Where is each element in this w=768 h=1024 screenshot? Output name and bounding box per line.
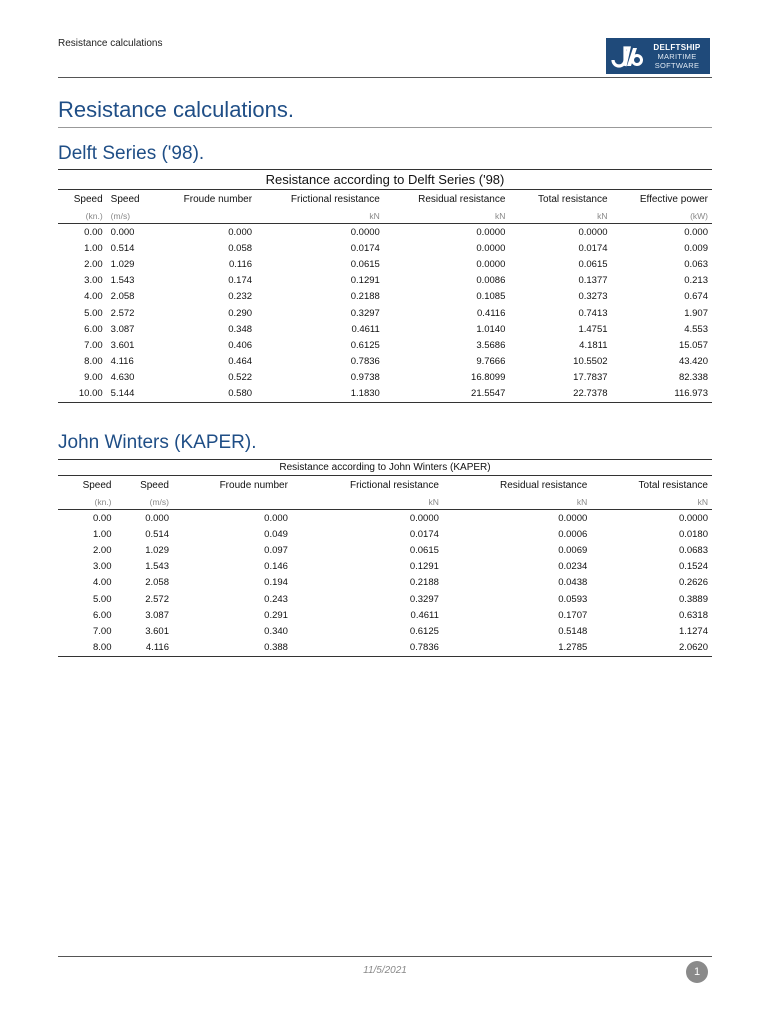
table-cell: 21.5547	[384, 386, 510, 403]
logo-text: DELFTSHIP MARITIME SOFTWARE	[653, 42, 701, 70]
table-cell: 16.8099	[471, 372, 506, 384]
table-cell: 4.630	[110, 372, 135, 384]
john-winters-heading: John Winters (KAPER).	[58, 432, 257, 453]
table-row	[58, 640, 712, 657]
table-cell: 0.7413	[578, 307, 608, 319]
table-row	[58, 321, 712, 337]
table-cell: 8.00	[84, 356, 103, 368]
table-cell: 0.406	[228, 339, 253, 351]
table-cell: 1.0140	[476, 323, 506, 335]
table-row	[58, 542, 712, 558]
table-cell: 17.7837	[573, 372, 608, 384]
table-cell: 43.420	[678, 356, 708, 368]
table-cell: 1.543	[145, 561, 169, 573]
column-header: Effective power	[639, 193, 708, 205]
table-cell: 0.058	[228, 242, 253, 254]
table-cell: 0.0593	[558, 593, 588, 605]
table-cell: 15.057	[678, 339, 708, 351]
table-cell: 0.580	[155, 386, 256, 403]
unit-label: kN	[509, 208, 611, 224]
table-cell: 0.1377	[578, 275, 608, 287]
table-row	[58, 273, 712, 289]
column-header: Residual resistance	[418, 193, 506, 205]
table-cell: 0.00	[93, 512, 112, 524]
table-cell: 0.291	[264, 609, 288, 621]
table-cell: 4.553	[684, 323, 708, 335]
table-cell: 0.174	[228, 275, 253, 287]
table-cell: 0.0086	[476, 275, 506, 287]
table-cell: 3.087	[145, 609, 169, 621]
unit-label: (kW)	[612, 208, 712, 224]
table-cell: 0.3273	[578, 291, 608, 303]
column-header: Speed	[140, 480, 169, 491]
table-cell: 2.572	[110, 307, 135, 319]
table-cell: 0.6125	[350, 339, 380, 351]
page-title: Resistance calculations.	[58, 97, 712, 128]
column-header: Total resistance	[638, 480, 708, 491]
unit-label: kN	[292, 495, 443, 510]
table-cell: 4.1811	[579, 339, 608, 351]
table-cell: 1.1274	[678, 625, 708, 637]
table-cell: 0.340	[264, 625, 288, 637]
table-cell: 0.146	[264, 561, 288, 573]
table-cell: 2.00	[93, 544, 112, 556]
table-cell: 3.087	[110, 323, 135, 335]
table-cell: 82.338	[678, 372, 708, 384]
table-cell: 6.00	[93, 609, 112, 621]
table-cell: 0.464	[228, 356, 253, 368]
john-winters-table	[58, 459, 712, 657]
table-cell: 0.000	[145, 512, 169, 524]
table-cell: 0.0683	[678, 544, 708, 556]
table-cell: 2.058	[145, 577, 169, 589]
table-cell: 3.601	[145, 625, 169, 637]
column-header: Speed	[73, 193, 103, 205]
table-cell: 1.4751	[578, 323, 608, 335]
table-cell: 0.3889	[678, 593, 708, 605]
table-cell: 10.5502	[573, 356, 608, 368]
column-header: Froude number	[219, 480, 288, 491]
table-cell: 6.00	[84, 323, 103, 335]
table-cell: 0.0615	[350, 258, 380, 270]
table-cell: 0.0006	[558, 528, 588, 540]
table-cell: 0.7836	[292, 640, 443, 657]
table-cell: 0.000	[684, 226, 708, 238]
table-cell: 3.00	[93, 561, 112, 573]
table-cell: 1.1830	[256, 386, 384, 403]
unit-label: kN	[443, 495, 591, 510]
table-cell: 0.1707	[558, 609, 588, 621]
table-cell: 0.674	[684, 291, 708, 303]
table-cell: 0.213	[684, 275, 708, 287]
column-header: Speed	[110, 193, 140, 205]
table-cell: 3.5686	[476, 339, 506, 351]
table-cell: 0.0174	[578, 242, 608, 254]
table-cell: 7.00	[84, 339, 103, 351]
table-cell: 0.0000	[350, 226, 380, 238]
logo-mark-icon	[606, 38, 648, 74]
delft-series-table	[58, 169, 712, 403]
table-cell: 9.00	[84, 372, 103, 384]
table-cell: 0.0000	[476, 226, 506, 238]
table-cell: 4.00	[93, 577, 112, 589]
page-footer	[58, 956, 712, 987]
unit-label: (kn.)	[58, 495, 116, 510]
table-cell: 0.000	[228, 226, 253, 238]
table-cell: 0.2626	[678, 577, 708, 589]
table-cell: 0.0438	[558, 577, 588, 589]
delft-series-heading: Delft Series ('98).	[58, 143, 205, 164]
table-row	[58, 337, 712, 353]
table-row	[58, 591, 712, 607]
table-cell: 1.543	[110, 275, 135, 287]
table-cell: 0.0000	[476, 258, 506, 270]
table-cell: 0.2188	[409, 577, 439, 589]
table-cell: 0.0000	[409, 512, 439, 524]
table-cell: 1.029	[145, 544, 169, 556]
table-row	[58, 224, 712, 241]
table-cell: 0.0615	[409, 544, 439, 556]
table-cell: 0.0000	[678, 512, 708, 524]
table-cell: 0.0000	[558, 512, 588, 524]
table-row	[58, 607, 712, 623]
table-cell: 0.514	[145, 528, 169, 540]
unit-label: kN	[384, 208, 510, 224]
table-cell: 0.514	[110, 242, 135, 254]
table-cell: 1.00	[93, 528, 112, 540]
table-row	[58, 354, 712, 370]
table-cell: 0.7836	[350, 356, 380, 368]
unit-label	[173, 495, 292, 510]
unit-label	[155, 208, 256, 224]
table-cell: 2.572	[145, 593, 169, 605]
table-cell: 0.1291	[350, 275, 380, 287]
unit-label: (m/s)	[107, 208, 156, 224]
table-cell: 0.097	[264, 544, 288, 556]
column-header: Residual resistance	[500, 480, 588, 491]
table-cell: 1.00	[84, 242, 103, 254]
table-cell: 0.290	[228, 307, 253, 319]
table-cell: 0.243	[264, 593, 288, 605]
table-cell: 5.00	[84, 307, 103, 319]
table-cell: 0.0615	[578, 258, 608, 270]
table-cell: 0.0000	[578, 226, 608, 238]
footer-date: 11/5/2021	[363, 965, 407, 976]
table-cell: 0.000	[264, 512, 288, 524]
table-cell: 0.0000	[476, 242, 506, 254]
delftship-logo	[606, 38, 710, 74]
table-cell: 0.0174	[350, 242, 380, 254]
table-cell: 0.522	[228, 372, 253, 384]
table-cell: 4.00	[84, 291, 103, 303]
table-row	[58, 559, 712, 575]
delft-series-rows	[58, 224, 712, 403]
table-cell: 0.6125	[409, 625, 439, 637]
table-cell: 3.601	[110, 339, 135, 351]
table-cell: 3.00	[84, 275, 103, 287]
table-cell: 1.2785	[443, 640, 591, 657]
table-row	[58, 575, 712, 591]
header-title: Resistance calculations	[58, 38, 163, 49]
table-cell: 2.00	[84, 258, 103, 270]
column-header: Froude number	[183, 193, 253, 205]
column-header: Frictional resistance	[349, 480, 439, 491]
table-cell: 10.00	[58, 386, 107, 403]
table-cell: 0.0180	[678, 528, 708, 540]
table-cell: 7.00	[93, 625, 112, 637]
table-cell: 4.116	[110, 356, 134, 368]
table-cell: 4.116	[116, 640, 174, 657]
table-cell: 0.2188	[350, 291, 380, 303]
column-header: Total resistance	[538, 193, 608, 205]
table-cell: 0.0069	[558, 544, 588, 556]
table-cell: 5.00	[93, 593, 112, 605]
table-caption: Resistance according to John Winters (KAPER)	[58, 460, 712, 476]
unit-label: kN	[591, 495, 712, 510]
unit-label: (kn.)	[58, 208, 107, 224]
table-cell: 0.063	[684, 258, 708, 270]
table-cell: 1.907	[684, 307, 708, 319]
table-cell: 22.7378	[509, 386, 611, 403]
table-cell: 0.3297	[409, 593, 439, 605]
table-row	[58, 386, 712, 403]
table-cell: 0.1524	[678, 561, 708, 573]
table-row	[58, 240, 712, 256]
table-cell: 0.000	[110, 226, 135, 238]
john-winters-rows	[58, 510, 712, 657]
page-header	[58, 36, 712, 78]
page-number-badge: 1	[686, 961, 708, 983]
column-header: Frictional resistance	[290, 193, 380, 205]
table-cell: 0.116	[228, 258, 253, 270]
table-cell: 2.0620	[591, 640, 712, 657]
table-cell: 0.5148	[558, 625, 588, 637]
table-cell: 0.1085	[476, 291, 506, 303]
table-cell: 0.0174	[409, 528, 439, 540]
table-cell: 0.009	[684, 242, 708, 254]
table-cell: 116.973	[612, 386, 712, 403]
table-cell: 0.388	[173, 640, 292, 657]
table-cell: 0.0234	[558, 561, 588, 573]
table-cell: 0.00	[84, 226, 103, 238]
table-cell: 0.4116	[477, 307, 506, 319]
table-cell: 2.058	[110, 291, 135, 303]
table-cell: 0.6318	[678, 609, 708, 621]
table-cell: 0.194	[264, 577, 288, 589]
table-row	[58, 305, 712, 321]
table-row	[58, 256, 712, 272]
column-header: Speed	[82, 480, 112, 491]
table-cell: 0.9738	[350, 372, 380, 384]
table-cell: 0.049	[264, 528, 288, 540]
table-row	[58, 510, 712, 527]
table-cell: 8.00	[58, 640, 116, 657]
table-cell: 0.4611	[351, 323, 380, 335]
table-caption: Resistance according to Delft Series ('98)	[58, 170, 712, 190]
table-cell: 0.232	[228, 291, 253, 303]
unit-label: (m/s)	[116, 495, 174, 510]
table-cell: 0.4611	[410, 609, 439, 621]
table-row	[58, 526, 712, 542]
table-cell: 1.029	[110, 258, 135, 270]
table-cell: 0.1291	[409, 561, 439, 573]
table-cell: 0.3297	[350, 307, 380, 319]
table-row	[58, 370, 712, 386]
table-cell: 5.144	[107, 386, 156, 403]
unit-label: kN	[256, 208, 384, 224]
table-row	[58, 289, 712, 305]
table-cell: 0.348	[228, 323, 253, 335]
table-cell: 9.7666	[476, 356, 506, 368]
table-row	[58, 623, 712, 639]
